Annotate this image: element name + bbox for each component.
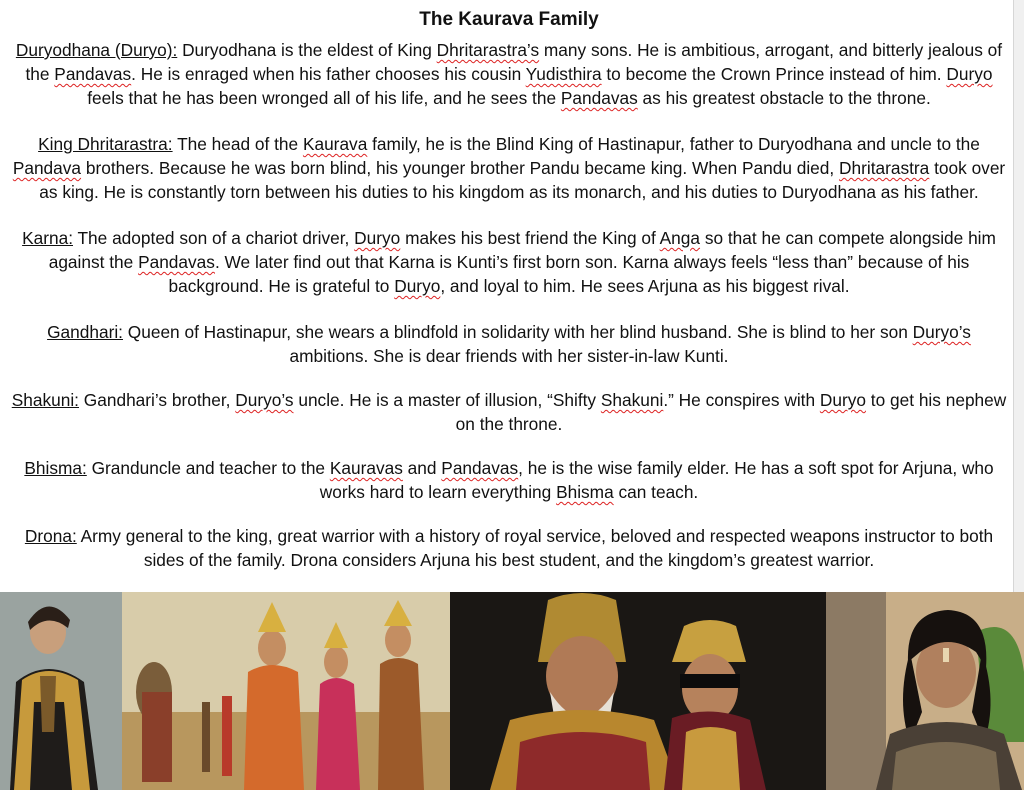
- flagged-word: Bhisma: [556, 482, 614, 502]
- entry-2: [6, 226, 1012, 298]
- entry-text: , he is the wise family elder. He has a soft spot for Arjuna, who works hard to learn everything: [319, 458, 994, 502]
- character-entries: [6, 38, 1012, 572]
- flagged-word: Pandava: [12, 158, 82, 178]
- entry-text: ambitions. She is dear friends with her sister-in-law Kunti.: [289, 346, 729, 366]
- entry-4: [6, 388, 1012, 436]
- entry-name: Bhisma:: [24, 458, 87, 478]
- page-edge: [1013, 0, 1024, 592]
- flagged-word: Pandavas: [138, 252, 215, 272]
- flagged-word: Dhritarastra’s: [436, 40, 540, 60]
- entry-text: to become the Crown Prince instead of him.: [601, 64, 947, 84]
- flagged-word: Duryo: [819, 390, 866, 410]
- entry-text: to get his nephew on the throne.: [455, 390, 1007, 434]
- entry-text: The head of the: [172, 134, 303, 154]
- entry-text: . We later find out that Karna is Kunti’s first born son. Karna always feels “less than” because of his background. He is grateful to: [168, 252, 970, 296]
- flagged-word: Duryo’s: [235, 390, 294, 410]
- entry-name: Gandhari:: [47, 322, 123, 342]
- entry-text: so that he can compete alongside him against the: [48, 228, 996, 272]
- photo-karna: [826, 592, 1024, 790]
- photo-king-queen-art: [450, 592, 826, 790]
- entry-text: , and loyal to him. He sees Arjuna as his biggest rival.: [440, 276, 850, 296]
- entry-6: [6, 524, 1012, 572]
- photo-duryodhana: [0, 592, 122, 790]
- flagged-word: Shakuni: [600, 390, 664, 410]
- entry-text: Queen of Hastinapur, she wears a blindfold in solidarity with her blind husband. She is blind to her son: [122, 322, 913, 342]
- entry-name: Karna:: [22, 228, 73, 248]
- photo-duryodhana-art: [0, 592, 122, 790]
- document-page: [6, 4, 1012, 592]
- flagged-word: Pandavas: [560, 88, 638, 108]
- entry-text: . He is enraged when his father chooses his cousin: [131, 64, 526, 84]
- flagged-word: Yudisthira: [525, 64, 602, 84]
- flagged-word: Dhritarastra: [839, 158, 930, 178]
- flagged-word: Duryo: [354, 228, 401, 248]
- entry-text: Duryodhana is the eldest of King: [177, 40, 437, 60]
- entry-text: Gandhari’s brother,: [79, 390, 236, 410]
- entry-name: Drona:: [24, 526, 77, 546]
- flagged-word: Anga: [659, 228, 701, 248]
- entry-text: Granduncle and teacher to the: [86, 458, 330, 478]
- entry-text: and: [402, 458, 442, 478]
- entry-5: [6, 456, 1012, 504]
- photo-court-scene-art: [122, 592, 450, 790]
- photo-karna-art: [826, 592, 1024, 790]
- entry-text: as his greatest obstacle to the throne.: [637, 88, 931, 108]
- flagged-word: Pandavas: [441, 458, 519, 478]
- entry-text: took over as king. He is constantly torn between his duties to his kingdom as its monarch, and his duties to Duryodhana as his father.: [39, 158, 1006, 202]
- photo-dhritarastra-gandhari: [450, 592, 826, 790]
- entry-text: Army general to the king, great warrior with a history of royal service, beloved and respected weapons instructor to both sides of the family. Drona considers Arjuna his best student, and the kingdom’s greatest warrior.: [76, 526, 994, 570]
- photo-court-scene: [122, 592, 450, 790]
- document-title: The Kaurava Family: [419, 9, 599, 30]
- entry-text: The adopted son of a chariot driver,: [73, 228, 355, 248]
- flagged-word: Kauravas: [329, 458, 403, 478]
- entry-text: uncle. He is a master of illusion, “Shifty: [293, 390, 601, 410]
- entry-0: [6, 38, 1012, 110]
- entry-text: can teach.: [613, 482, 699, 502]
- entry-text: feels that he has been wronged all of his life, and he sees the: [87, 88, 561, 108]
- entry-text: makes his best friend the King of: [400, 228, 660, 248]
- flagged-word: Kaurava: [302, 134, 368, 154]
- entry-text: many sons. He is ambitious, arrogant, and bitterly jealous of the: [25, 40, 1003, 84]
- entry-1: [6, 132, 1012, 204]
- flagged-word: Duryo’s: [912, 322, 971, 342]
- flagged-word: Duryo: [946, 64, 993, 84]
- entry-text: brothers. Because he was born blind, his younger brother Pandu became king. When Pandu died,: [81, 158, 840, 178]
- entry-3: [6, 320, 1012, 368]
- entry-name: Duryodhana (Duryo):: [15, 40, 178, 60]
- entry-name: King Dhritarastra:: [38, 134, 173, 154]
- entry-text: family, he is the Blind King of Hastinapur, father to Duryodhana and uncle to the: [367, 134, 980, 154]
- flagged-word: Pandavas: [54, 64, 132, 84]
- flagged-word: Duryo: [394, 276, 441, 296]
- entry-text: .” He conspires with: [663, 390, 820, 410]
- photo-strip: [0, 592, 1024, 790]
- entry-name: Shakuni:: [11, 390, 79, 410]
